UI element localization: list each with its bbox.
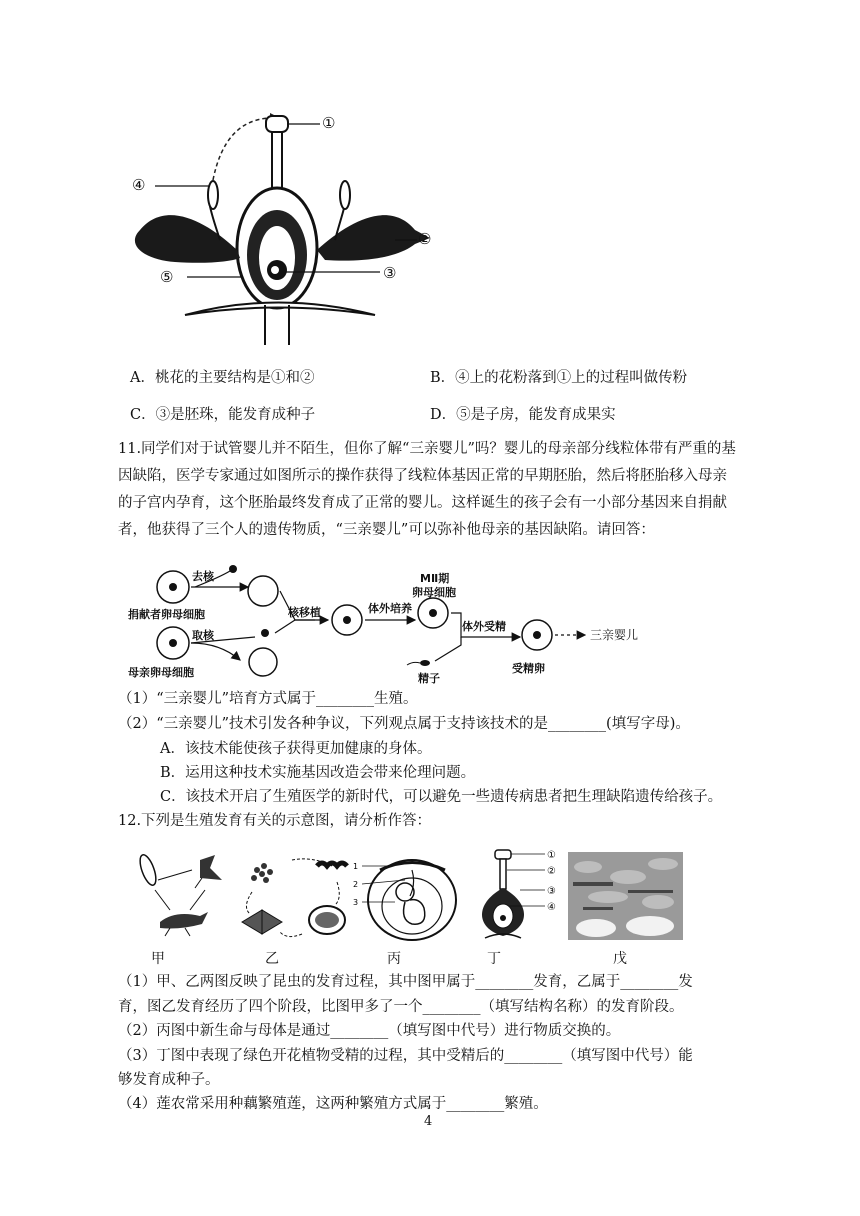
- flower-label-2: ②: [418, 230, 432, 248]
- flower-label-5: ⑤: [160, 268, 174, 286]
- q10-option-b: B．④上的花粉落到①上的过程叫做传粉: [430, 370, 688, 386]
- q11-option-a: A．该技术能使孩子获得更加健康的身体。: [160, 741, 432, 757]
- m2-oocyte-label: 卵母细胞: [412, 586, 456, 599]
- mother-egg-label: 母亲卵母细胞: [128, 666, 194, 679]
- in-vitro-fert-label: 体外受精: [462, 620, 506, 633]
- q12-stem: 12.下列是生殖发育有关的示意图，请分析作答：: [118, 813, 432, 829]
- sperm-label: 精子: [418, 672, 440, 685]
- flower-label-4: ④: [132, 176, 146, 194]
- q10-option-a: A．桃花的主要结构是①和②: [130, 370, 315, 386]
- flower-diagram: [125, 110, 445, 355]
- q11-sub2: （2）“三亲婴儿”技术引发各种争议，下列观点属于支持该技术的是________(填写字母)。: [118, 716, 690, 732]
- nuclear-transfer-label: 核移植: [288, 606, 321, 619]
- q11-option-b: B．运用这种技术实施基因改造会带来伦理问题。: [160, 765, 476, 781]
- caption-yi: 乙: [265, 951, 279, 967]
- q12-sub1-line1: （1）甲、乙两图反映了昆虫的发育过程，其中图甲属于________发育，乙属于________发: [118, 974, 693, 990]
- caption-jia: 甲: [151, 951, 165, 967]
- q10-option-c: C．③是胚珠，能发育成种子: [130, 407, 316, 423]
- zygote-label: 受精卵: [512, 662, 545, 675]
- svg-text:3: 3: [353, 898, 359, 907]
- q12-sub1-line2: 育，图乙发育经历了四个阶段，比图甲多了一个________（填写结构名称）的发育阶段。: [118, 999, 684, 1015]
- in-vitro-culture-label: 体外培养: [368, 602, 412, 615]
- svg-text:2: 2: [353, 880, 359, 889]
- q11-option-c: C．该技术开启了生殖医学的新时代，可以避免一些遗传病患者把生理缺陷遗传给孩子。: [160, 789, 723, 805]
- baby-label: 三亲婴儿: [590, 628, 639, 642]
- take-nucleus-label: 取核: [192, 629, 214, 642]
- figure-wu-lotus-root: [568, 852, 683, 940]
- svg-text:④: ④: [547, 902, 556, 913]
- q10-option-d: D．⑤是子房，能发育成果实: [430, 407, 616, 423]
- svg-text:②: ②: [547, 866, 556, 877]
- q11-sub1: （1）“三亲婴儿”培育方式属于________生殖。: [118, 691, 418, 707]
- caption-bing: 丙: [387, 951, 401, 967]
- figure-ding-pistil: [465, 848, 575, 948]
- caption-ding: 丁: [487, 951, 501, 967]
- flower-label-1: ①: [322, 114, 336, 132]
- q12-sub3-line2: 够发育成种子。: [118, 1072, 220, 1088]
- q12-sub2: （2）丙图中新生命与母体是通过________（填写图中代号）进行物质交换的。: [118, 1023, 621, 1039]
- flower-label-3: ③: [383, 264, 397, 282]
- caption-wu: 戊: [613, 951, 627, 967]
- donor-egg-label: 捐献者卵母细胞: [128, 608, 205, 621]
- m2-stage-label: MⅡ期: [420, 572, 450, 585]
- svg-text:①: ①: [547, 850, 556, 861]
- figure-jia-grasshopper: [130, 850, 230, 940]
- svg-text:1: 1: [353, 862, 359, 871]
- q12-sub4: （4）莲农常采用种藕繁殖莲，这两种繁殖方式属于________繁殖。: [118, 1096, 548, 1112]
- figure-yi-butterfly: [232, 852, 352, 942]
- page-number: 4: [424, 1114, 433, 1129]
- q11-stem: 11.同学们对于试管婴儿并不陌生，但你了解“三亲婴儿”吗？婴儿的母亲部分线粒体带有严重的基因缺陷，医学专家通过如图所示的操作获得了线粒体基因正常的早期胚胎，然后将胚胎移入母亲的子宫内孕育，这个胚胎最终发育成了正常的婴儿。这样诞生的孩子会有一小部分基因来自捐献者，他获得了三个人的遗传物质，“三亲婴儿”可以弥补他母亲的基因缺陷。请回答：: [118, 441, 736, 538]
- q12-sub3-line1: （3）丁图中表现了绿色开花植物受精的过程，其中受精后的________（填写图中代号）能: [118, 1048, 693, 1064]
- svg-text:③: ③: [547, 886, 556, 897]
- remove-nucleus-label: 去核: [192, 570, 214, 583]
- figure-bing-fetus: [350, 850, 460, 945]
